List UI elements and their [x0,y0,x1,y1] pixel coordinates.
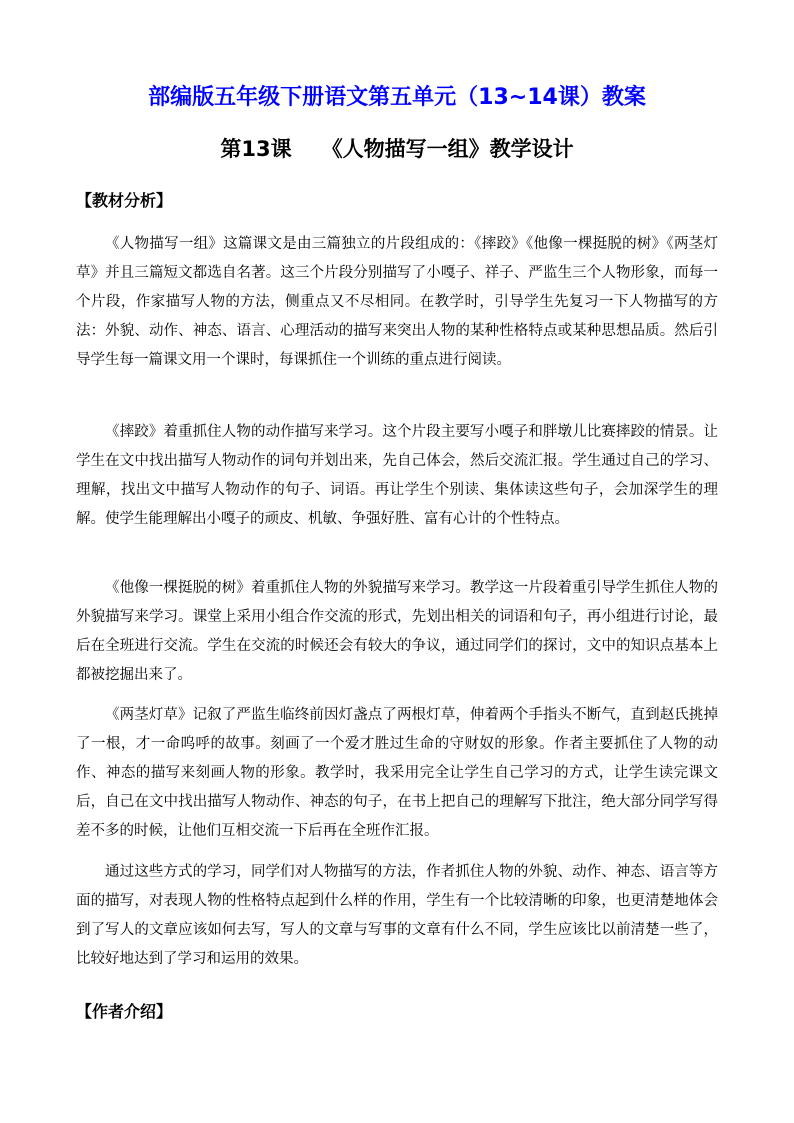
lesson-title: 《人物描写一组》教学设计 [321,137,574,161]
section-heading-textbook-analysis: 【教材分析】 [76,191,173,210]
paragraph-1: 《人物描写一组》这篇课文是由三篇独立的片段组成的：《摔跤》《他像一棵挺脱的树》《两茎灯草》并且三篇短文都选自名著。这三个片段分别描写了小嘎子、祥子、严监生三个人物形象，而每一个片段，作家描写人物的方法，侧重点又不尽相同。在教学时，引导学生先复习一下人物描写的方法：外貌、动作、神态、语言、心理活动的描写来突出人物的某种性格特点或某种思想品质。然后引导学生每一篇课文用一个课时，每课抓住一个训练的重点进行阅读。 [76,236,718,368]
section-heading-author-intro: 【作者介绍】 [76,1002,173,1021]
lesson-title-line [0,134,794,164]
paragraph-5: 通过这些方式的学习，同学们对人物描写的方法，作者抓住人物的外貌、动作、神态、语言等方面的描写，对表现人物的性格特点起到什么样的作用，学生有一个比较清晰的印象，也更清楚地体会到了写人的文章应该如何去写，写人的文章与写事的文章有什么不同，学生应该比以前清楚一些了，比较好地达到了学习和运用的效果。 [76,864,718,967]
main-title: 部编版五年级下册语文第五单元（13~14课）教案 [148,85,646,110]
lesson-number: 第13课 [220,137,292,161]
paragraph-4: 《两茎灯草》记叙了严监生临终前因灯盏点了两根灯草，伸着两个手指头不断气，直到赵氏挑掉了一根，才一命呜呼的故事。刻画了一个爱才胜过生命的守财奴的形象。作者主要抓住了人物的动作、神态的描写来刻画人物的形象。教学时，我采用完全让学生自己学习的方式，让学生读完课文后，自己在文中找出描写人物动作、神态的句子，在书上把自己的理解写下批注，绝大部分同学写得差不多的时候，让他们互相交流一下后再在全班作汇报。 [76,707,718,839]
paragraph-2: 《摔跤》着重抓住人物的动作描写来学习。这个片段主要写小嘎子和胖墩儿比赛摔跤的情景。让学生在文中找出描写人物动作的词句并划出来，先自己体会，然后交流汇报。学生通过自己的学习、理解，找出文中描写人物动作的句子、词语。再让学生个别读、集体读这些句子，会加深学生的理解。使学生能理解出小嘎子的顽皮、机敏、争强好胜、富有心计的个性特点。 [76,424,718,527]
paragraph-3: 《他像一棵挺脱的树》着重抓住人物的外貌描写来学习。教学这一片段着重引导学生抓住人物的外貌描写来学习。课堂上采用小组合作交流的形式，先划出相关的词语和句子，再小组进行讨论，最后在全班进行交流。学生在交流的时候还会有较大的争议，通过同学们的探讨，文中的知识点基本上都被挖掘出来了。 [76,580,718,683]
